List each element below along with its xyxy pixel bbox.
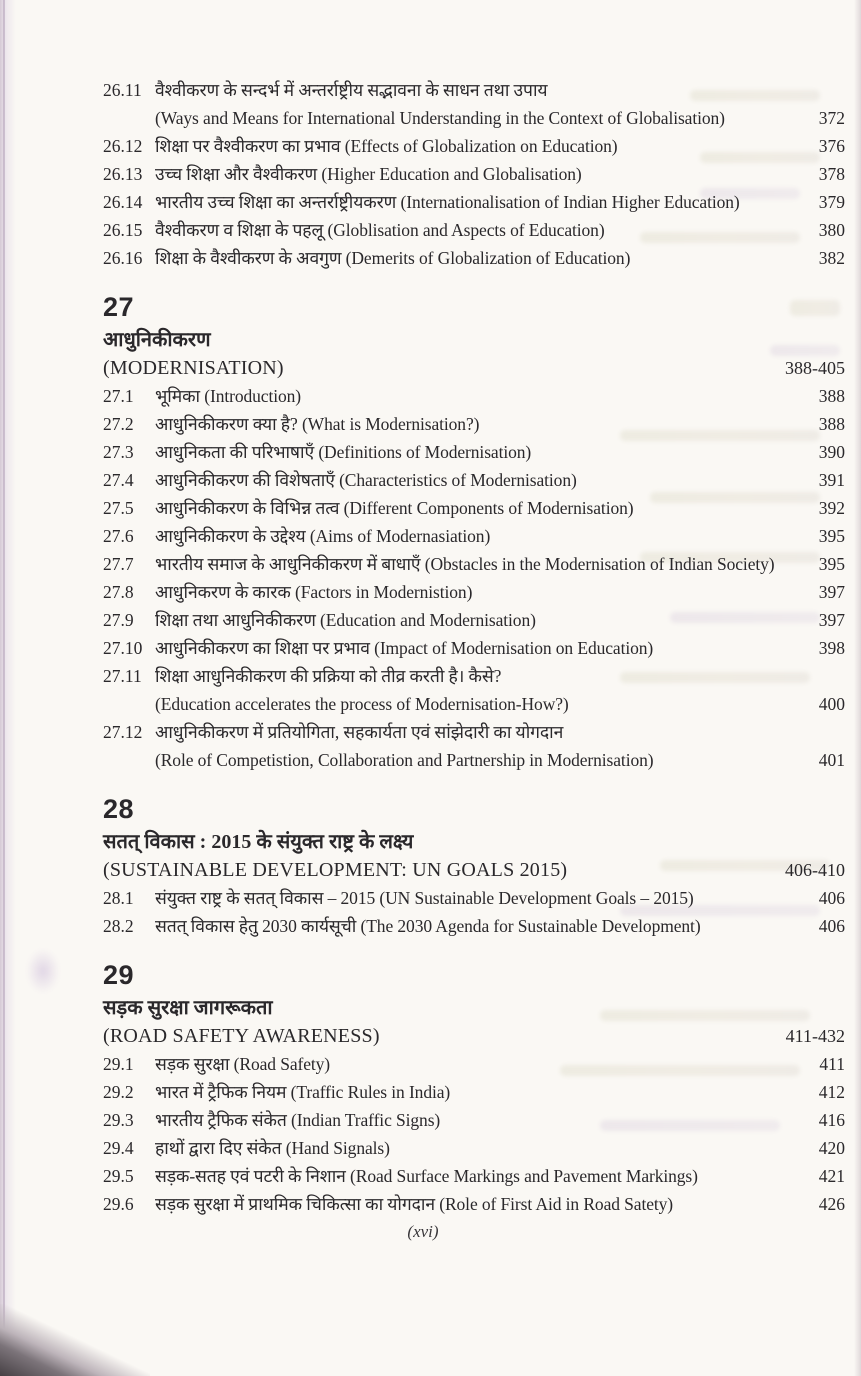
toc-entry-title: आधुनिकीकरण के उद्देश्य (Aims of Modernasiation) bbox=[155, 526, 491, 546]
toc-entry-body bbox=[155, 410, 845, 438]
table-of-contents-page bbox=[103, 76, 845, 1218]
toc-entry-page: 380 bbox=[818, 220, 845, 240]
toc-entry-number: 27.9 bbox=[103, 610, 134, 630]
page-curl-shadow bbox=[0, 1304, 150, 1376]
toc-entry-title: आधुनिकीकरण में प्रतियोगिता, सहकार्यता एवं सांझेदारी का योगदान bbox=[155, 722, 564, 742]
toc-entry bbox=[103, 382, 845, 410]
toc-entry-body bbox=[155, 1106, 845, 1134]
toc-entry-number: 26.11 bbox=[103, 80, 142, 100]
toc-entry bbox=[103, 634, 845, 662]
toc-entry-body bbox=[155, 466, 845, 494]
toc-entry-title: उच्च शिक्षा और वैश्वीकरण (Higher Education and Globalisation) bbox=[155, 164, 582, 184]
toc-entry-number: 28.1 bbox=[103, 888, 134, 908]
toc-entry bbox=[103, 410, 845, 438]
toc-entry-title: आधुनिकीकरण की विशेषताएँ (Characteristics of Modernisation) bbox=[155, 470, 577, 490]
toc-entry-body bbox=[155, 382, 845, 410]
toc-entry-line bbox=[155, 634, 845, 662]
chapter-page-range: 411-432 bbox=[785, 1026, 845, 1046]
toc-entry-page: 406 bbox=[818, 888, 845, 908]
toc-entry-title: सड़क-सतह एवं पटरी के निशान (Road Surface Markings and Pavement Markings) bbox=[155, 1166, 698, 1186]
toc-entry-page: 400 bbox=[818, 694, 845, 714]
chapter-title-english: (MODERNISATION) bbox=[103, 357, 284, 379]
toc-entry-number: 26.13 bbox=[103, 164, 143, 184]
toc-entry-page: 397 bbox=[818, 582, 845, 602]
toc-entry-page: 390 bbox=[818, 442, 845, 462]
toc-entry bbox=[103, 160, 845, 188]
toc-entry-title: संयुक्त राष्ट्र के सतत् विकास – 2015 (UN Sustainable Development Goals – 2015) bbox=[155, 888, 694, 908]
toc-entry-title: आधुनिकीकरण का शिक्षा पर प्रभाव (Impact of Modernisation on Education) bbox=[155, 638, 654, 658]
chapter-title-hindi: सड़क सुरक्षा जागरूकता bbox=[103, 997, 273, 1019]
toc-entry-line bbox=[155, 160, 845, 188]
chapter-number: 29 bbox=[103, 960, 135, 990]
toc-entry bbox=[103, 606, 845, 634]
toc-entry-title: आधुनिकता की परिभाषाएँ (Definitions of Modernisation) bbox=[155, 442, 532, 462]
toc-entry-number: 27.7 bbox=[103, 554, 134, 574]
toc-entry-number: 27.2 bbox=[103, 414, 134, 434]
toc-entry-body bbox=[155, 132, 845, 160]
toc-entry-line bbox=[155, 410, 845, 438]
toc-entry-title: (Education accelerates the process of Modernisation-How?) bbox=[155, 694, 569, 714]
toc-chapter bbox=[103, 792, 845, 940]
toc-entry-number: 28.2 bbox=[103, 916, 134, 936]
toc-entry-line bbox=[155, 1106, 845, 1134]
chapter-title-english-row bbox=[103, 1022, 845, 1050]
toc-entry-title: आधुनिकीकरण के विभिन्न तत्व (Different Components of Modernisation) bbox=[155, 498, 634, 518]
toc-entry-line bbox=[155, 522, 845, 550]
toc-entry-number: 26.12 bbox=[103, 136, 143, 156]
toc-entry-page: 395 bbox=[818, 554, 845, 574]
toc-entry-page: 395 bbox=[818, 526, 845, 546]
toc-entry-page: 397 bbox=[818, 610, 845, 630]
toc-entry-body bbox=[155, 494, 845, 522]
toc-entry-title: सड़क सुरक्षा में प्राथमिक चिकित्सा का योगदान (Role of First Aid in Road Satety) bbox=[155, 1194, 674, 1214]
toc-entry-page: 426 bbox=[818, 1194, 845, 1214]
toc-entry-line bbox=[155, 382, 845, 410]
toc-entry bbox=[103, 466, 845, 494]
chapter-title-english: (ROAD SAFETY AWARENESS) bbox=[103, 1025, 380, 1047]
toc-entry-body bbox=[155, 1162, 845, 1190]
chapter-title-english-row bbox=[103, 354, 845, 382]
toc-entry-page: 388 bbox=[818, 386, 845, 406]
chapter-title-hindi: सतत् विकास : 2015 के संयुक्त राष्ट्र के लक्ष्य bbox=[103, 831, 414, 853]
chapter-entries bbox=[103, 382, 845, 774]
toc-entry-body bbox=[155, 76, 845, 132]
toc-entry-page: 376 bbox=[818, 136, 845, 156]
toc-entry-body bbox=[155, 160, 845, 188]
scan-edge-left-line bbox=[3, 0, 5, 1376]
toc-entry-line bbox=[155, 718, 845, 746]
chapter-number: 28 bbox=[103, 794, 135, 824]
toc-entry-page: 412 bbox=[818, 1082, 845, 1102]
toc-entry-line bbox=[155, 104, 845, 132]
toc-entry-number: 27.8 bbox=[103, 582, 134, 602]
toc-entry-page: 401 bbox=[818, 750, 845, 770]
page-number-footer: (xvi) bbox=[407, 1222, 439, 1241]
toc-entry-line bbox=[155, 438, 845, 466]
toc-entry-number: 26.15 bbox=[103, 220, 143, 240]
toc-entry-title: आधुनिकीकरण क्या है? (What is Modernisation?) bbox=[155, 414, 480, 434]
toc-entry-number: 27.12 bbox=[103, 722, 143, 742]
toc-entry-title: शिक्षा के वैश्वीकरण के अवगुण (Demerits of Globalization of Education) bbox=[155, 248, 631, 268]
toc-entry-title: आधुनिकरण के कारक (Factors in Modernistion) bbox=[155, 582, 473, 602]
toc-entry bbox=[103, 76, 845, 132]
toc-entry-number: 27.10 bbox=[103, 638, 143, 658]
toc-entry-page: 388 bbox=[818, 414, 845, 434]
toc-entry bbox=[103, 1162, 845, 1190]
toc-entry-body bbox=[155, 634, 845, 662]
toc-entry-title: भारत में ट्रैफिक नियम (Traffic Rules in India) bbox=[155, 1082, 451, 1102]
chapter-entries bbox=[103, 884, 845, 940]
toc-entry-page: 398 bbox=[818, 638, 845, 658]
toc-entry-title: (Ways and Means for International Understanding in the Context of Globalisation) bbox=[155, 108, 725, 128]
toc-entry-title: हाथों द्वारा दिए संकेत (Hand Signals) bbox=[155, 1138, 390, 1158]
toc-entry-line bbox=[155, 606, 845, 634]
chapter-number: 27 bbox=[103, 292, 135, 322]
toc-entry-body bbox=[155, 216, 845, 244]
toc-entry-body bbox=[155, 578, 845, 606]
toc-entry-title: सड़क सुरक्षा (Road Safety) bbox=[155, 1054, 331, 1074]
toc-entry-body bbox=[155, 718, 845, 774]
toc-entry-page: 382 bbox=[818, 248, 845, 268]
toc-entry-line bbox=[155, 690, 845, 718]
toc-entry-number: 29.3 bbox=[103, 1110, 134, 1130]
toc-entry-body bbox=[155, 1078, 845, 1106]
toc-chapter bbox=[103, 958, 845, 1218]
toc-entry-body bbox=[155, 912, 845, 940]
toc-entry-page: 406 bbox=[818, 916, 845, 936]
toc-entry-page: 420 bbox=[818, 1138, 845, 1158]
toc-entry-body bbox=[155, 1134, 845, 1162]
toc-entry-line bbox=[155, 1134, 845, 1162]
toc-entry bbox=[103, 494, 845, 522]
toc-entry-line bbox=[155, 1162, 845, 1190]
toc-entry-line bbox=[155, 578, 845, 606]
toc-entry-number: 29.5 bbox=[103, 1166, 134, 1186]
toc-entry-page: 392 bbox=[818, 498, 845, 518]
chapter-title-english-row bbox=[103, 856, 845, 884]
toc-entry-line bbox=[155, 1078, 845, 1106]
toc-entry bbox=[103, 884, 845, 912]
toc-entry bbox=[103, 438, 845, 466]
chapter-page-range: 406-410 bbox=[785, 860, 845, 880]
toc-entry-page: 391 bbox=[818, 470, 845, 490]
toc-entry bbox=[103, 132, 845, 160]
toc-entry bbox=[103, 1078, 845, 1106]
toc-entry-line bbox=[155, 188, 845, 216]
toc-entry-line bbox=[155, 244, 845, 272]
toc-entry-body bbox=[155, 550, 845, 578]
toc-entry-number: 26.14 bbox=[103, 192, 143, 212]
toc-entry-body bbox=[155, 884, 845, 912]
toc-entry bbox=[103, 912, 845, 940]
chapter-header bbox=[103, 958, 845, 1050]
toc-entry bbox=[103, 522, 845, 550]
toc-entry-number: 27.11 bbox=[103, 666, 142, 686]
toc-entry-number: 29.1 bbox=[103, 1054, 134, 1074]
toc-entry-number: 27.3 bbox=[103, 442, 134, 462]
toc-entry-title: भारतीय उच्च शिक्षा का अन्तर्राष्ट्रीयकरण (Internationalisation of Indian Higher Education) bbox=[155, 192, 740, 212]
toc-entry-page: 379 bbox=[818, 192, 845, 212]
toc-entry-number: 27.1 bbox=[103, 386, 134, 406]
toc-entry-line bbox=[155, 1050, 845, 1078]
toc-entry-line bbox=[155, 912, 845, 940]
scan-edge-right bbox=[854, 0, 861, 1376]
toc-entry-body bbox=[155, 1190, 845, 1218]
chapter-entries bbox=[103, 76, 845, 272]
toc-entry-page: 421 bbox=[818, 1166, 845, 1186]
chapter-title-english: (SUSTAINABLE DEVELOPMENT: UN GOALS 2015) bbox=[103, 859, 568, 881]
toc-entry-title: सतत् विकास हेतु 2030 कार्यसूची (The 2030 Agenda for Sustainable Development) bbox=[155, 916, 701, 936]
toc-entry-body bbox=[155, 662, 845, 718]
toc-entry-title: वैश्वीकरण व शिक्षा के पहलू (Globlisation and Aspects of Education) bbox=[155, 220, 605, 240]
toc-entry-title: शिक्षा आधुनिकीकरण की प्रक्रिया को तीव्र करती है। कैसे? bbox=[155, 666, 502, 686]
toc-entry-number: 29.2 bbox=[103, 1082, 134, 1102]
toc-entry bbox=[103, 1190, 845, 1218]
chapter-title-hindi: आधुनिकीकरण bbox=[103, 329, 211, 351]
toc-entry bbox=[103, 244, 845, 272]
toc-entry-body bbox=[155, 188, 845, 216]
toc-entry-page: 416 bbox=[818, 1110, 845, 1130]
toc-entry-line bbox=[155, 466, 845, 494]
toc-entry-body bbox=[155, 244, 845, 272]
toc-entry-line bbox=[155, 1190, 845, 1218]
toc-entry-title: वैश्वीकरण के सन्दर्भ में अन्तर्राष्ट्रीय सद्भावना के साधन तथा उपाय bbox=[155, 80, 548, 100]
chapter-header bbox=[103, 290, 845, 382]
toc-entry-title: भूमिका (Introduction) bbox=[155, 386, 302, 406]
toc-entry-page: 378 bbox=[818, 164, 845, 184]
ink-smudge bbox=[26, 948, 60, 994]
toc-entry-title: शिक्षा पर वैश्वीकरण का प्रभाव (Effects of Globalization on Education) bbox=[155, 136, 618, 156]
toc-entry-line bbox=[155, 76, 845, 104]
toc-entry bbox=[103, 188, 845, 216]
toc-entry-body bbox=[155, 606, 845, 634]
toc-entry-title: शिक्षा तथा आधुनिकीकरण (Education and Modernisation) bbox=[155, 610, 536, 630]
toc-entry-title: भारतीय ट्रैफिक संकेत (Indian Traffic Signs) bbox=[155, 1110, 441, 1130]
toc-entry-line bbox=[155, 746, 845, 774]
toc-entry bbox=[103, 550, 845, 578]
toc-entry bbox=[103, 216, 845, 244]
toc-entry-title: (Role of Competistion, Collaboration and Partnership in Modernisation) bbox=[155, 750, 654, 770]
toc-entry bbox=[103, 578, 845, 606]
toc-entry-number: 29.6 bbox=[103, 1194, 134, 1214]
toc-entry-body bbox=[155, 1050, 845, 1078]
toc-entry-line bbox=[155, 662, 845, 690]
toc-entry bbox=[103, 718, 845, 774]
toc-entry bbox=[103, 1106, 845, 1134]
toc-entry-number: 27.6 bbox=[103, 526, 134, 546]
toc-entry-body bbox=[155, 522, 845, 550]
toc-entry-number: 27.5 bbox=[103, 498, 134, 518]
toc-chapter bbox=[103, 290, 845, 774]
toc-entry-line bbox=[155, 550, 845, 578]
toc-chapter bbox=[103, 76, 845, 272]
toc-entry-page: 411 bbox=[819, 1054, 845, 1074]
toc-entry-number: 29.4 bbox=[103, 1138, 134, 1158]
toc-entry-line bbox=[155, 216, 845, 244]
toc-entry bbox=[103, 662, 845, 718]
toc-entry bbox=[103, 1134, 845, 1162]
chapter-entries bbox=[103, 1050, 845, 1218]
toc-entry-line bbox=[155, 494, 845, 522]
toc-entry-line bbox=[155, 884, 845, 912]
toc-entry-page: 372 bbox=[818, 108, 845, 128]
toc-entry-number: 26.16 bbox=[103, 248, 143, 268]
chapter-page-range: 388-405 bbox=[785, 358, 845, 378]
toc-sections bbox=[103, 76, 845, 1218]
toc-entry-body bbox=[155, 438, 845, 466]
toc-entry-title: भारतीय समाज के आधुनिकीकरण में बाधाएँ (Obstacles in the Modernisation of Indian Society) bbox=[155, 554, 775, 574]
toc-entry-line bbox=[155, 132, 845, 160]
toc-entry-number: 27.4 bbox=[103, 470, 134, 490]
chapter-header bbox=[103, 792, 845, 884]
toc-entry bbox=[103, 1050, 845, 1078]
